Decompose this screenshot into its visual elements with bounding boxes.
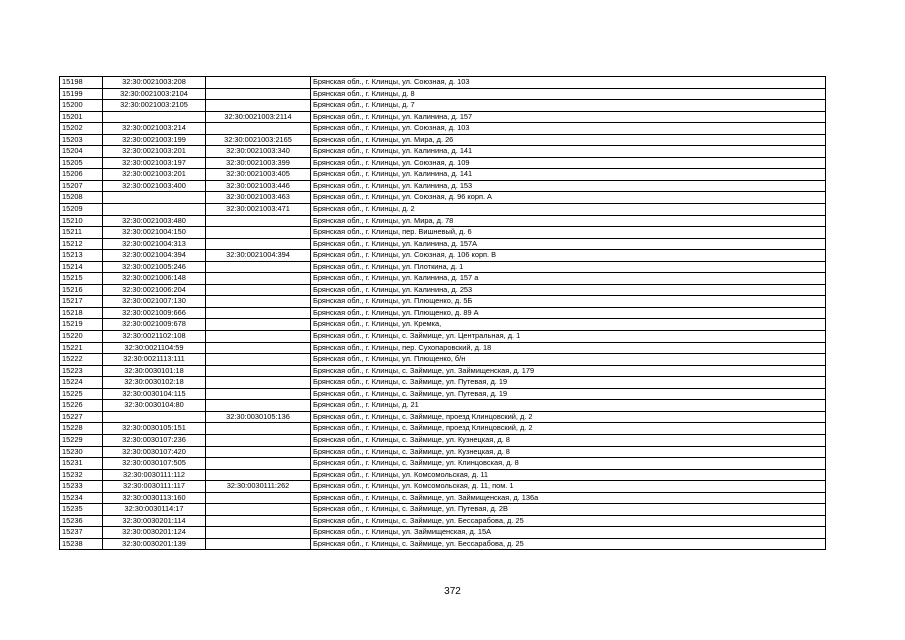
cadastral-number-cell: 32:30:0030201:124 <box>103 527 206 539</box>
cadastral-number-cell: 32:30:0030105:151 <box>103 423 206 435</box>
address-cell: Брянская обл., г. Клинцы, ул. Калинина, д. 157А <box>311 238 826 250</box>
table-row <box>60 123 826 135</box>
cadastral-number-cell: 32:30:0021004:394 <box>103 250 206 262</box>
related-cadastral-number-cell <box>206 400 311 412</box>
cadastral-number-cell: 32:30:0021007:130 <box>103 296 206 308</box>
related-cadastral-number-cell <box>206 365 311 377</box>
address-cell: Брянская обл., г. Клинцы, д. 7 <box>311 100 826 112</box>
table-row <box>60 492 826 504</box>
record-number-cell: 15219 <box>60 319 103 331</box>
address-cell: Брянская обл., г. Клинцы, ул. Комсомольская, д. 11 <box>311 469 826 481</box>
record-number-cell: 15198 <box>60 77 103 89</box>
table-row <box>60 227 826 239</box>
cadastral-number-cell: 32:30:0030102:18 <box>103 377 206 389</box>
address-cell: Брянская обл., г. Клинцы, ул. Союзная, д. 106 корп. В <box>311 250 826 262</box>
table-row <box>60 250 826 262</box>
related-cadastral-number-cell <box>206 446 311 458</box>
table-row <box>60 273 826 285</box>
record-number-cell: 15203 <box>60 134 103 146</box>
related-cadastral-number-cell: 32:30:0021003:2114 <box>206 111 311 123</box>
table-row <box>60 354 826 366</box>
cadastral-number-cell: 32:30:0030201:114 <box>103 515 206 527</box>
cadastral-number-cell: 32:30:0030107:420 <box>103 446 206 458</box>
address-cell: Брянская обл., г. Клинцы, ул. Плющенко, д. 5Б <box>311 296 826 308</box>
table-row <box>60 88 826 100</box>
address-cell: Брянская обл., г. Клинцы, с. Займище, ул. Займищенская, д. 179 <box>311 365 826 377</box>
record-number-cell: 15229 <box>60 434 103 446</box>
related-cadastral-number-cell <box>206 88 311 100</box>
cadastral-number-cell: 32:30:0030104:115 <box>103 388 206 400</box>
table-row <box>60 481 826 493</box>
related-cadastral-number-cell: 32:30:0021003:463 <box>206 192 311 204</box>
cadastral-number-cell: 32:30:0021006:148 <box>103 273 206 285</box>
record-number-cell: 15224 <box>60 377 103 389</box>
related-cadastral-number-cell <box>206 227 311 239</box>
record-number-cell: 15233 <box>60 481 103 493</box>
cadastral-number-cell: 32:30:0021004:313 <box>103 238 206 250</box>
related-cadastral-number-cell: 32:30:0030105:136 <box>206 411 311 423</box>
cadastral-number-cell: 32:30:0030114:17 <box>103 504 206 516</box>
record-number-cell: 15199 <box>60 88 103 100</box>
record-number-cell: 15230 <box>60 446 103 458</box>
table-row <box>60 377 826 389</box>
table-row <box>60 146 826 158</box>
table-row <box>60 538 826 550</box>
table-row <box>60 100 826 112</box>
table-row <box>60 331 826 343</box>
record-number-cell: 15221 <box>60 342 103 354</box>
cadastral-number-cell <box>103 204 206 216</box>
table-row <box>60 204 826 216</box>
record-number-cell: 15209 <box>60 204 103 216</box>
related-cadastral-number-cell <box>206 527 311 539</box>
address-cell: Брянская обл., г. Клинцы, пер. Вишневый, д. 6 <box>311 227 826 239</box>
record-number-cell: 15207 <box>60 180 103 192</box>
table-row <box>60 192 826 204</box>
table-row <box>60 261 826 273</box>
record-number-cell: 15200 <box>60 100 103 112</box>
cadastral-number-cell: 32:30:0030111:117 <box>103 481 206 493</box>
record-number-cell: 15237 <box>60 527 103 539</box>
related-cadastral-number-cell <box>206 296 311 308</box>
table-row <box>60 342 826 354</box>
table-row <box>60 411 826 423</box>
address-cell: Брянская обл., г. Клинцы, д. 2 <box>311 204 826 216</box>
record-number-cell: 15214 <box>60 261 103 273</box>
cadastral-number-cell: 32:30:0021009:678 <box>103 319 206 331</box>
related-cadastral-number-cell <box>206 388 311 400</box>
cadastral-number-cell <box>103 411 206 423</box>
record-number-cell: 15218 <box>60 307 103 319</box>
address-cell: Брянская обл., г. Клинцы, с. Займище, ул. Бессарабова, д. 25 <box>311 515 826 527</box>
cadastral-number-cell: 32:30:0021003:201 <box>103 169 206 181</box>
page-number: 372 <box>444 586 461 597</box>
record-number-cell: 15232 <box>60 469 103 481</box>
related-cadastral-number-cell <box>206 515 311 527</box>
related-cadastral-number-cell <box>206 354 311 366</box>
related-cadastral-number-cell <box>206 377 311 389</box>
table-row <box>60 469 826 481</box>
table-row <box>60 111 826 123</box>
related-cadastral-number-cell <box>206 238 311 250</box>
record-number-cell: 15215 <box>60 273 103 285</box>
related-cadastral-number-cell: 32:30:0021004:394 <box>206 250 311 262</box>
cadastral-number-cell: 32:30:0021003:201 <box>103 146 206 158</box>
record-number-cell: 15223 <box>60 365 103 377</box>
table-row <box>60 238 826 250</box>
record-number-cell: 15201 <box>60 111 103 123</box>
related-cadastral-number-cell <box>206 273 311 285</box>
cadastral-number-cell: 32:30:0030201:139 <box>103 538 206 550</box>
address-cell: Брянская обл., г. Клинцы, с. Займище, ул. Путевая, д. 19 <box>311 388 826 400</box>
address-cell: Брянская обл., г. Клинцы, ул. Калинина, д. 253 <box>311 284 826 296</box>
cadastral-number-cell: 32:30:0021003:400 <box>103 180 206 192</box>
address-cell: Брянская обл., г. Клинцы, ул. Плющенко, б/н <box>311 354 826 366</box>
record-number-cell: 15234 <box>60 492 103 504</box>
cadastral-number-cell: 32:30:0030113:160 <box>103 492 206 504</box>
record-number-cell: 15238 <box>60 538 103 550</box>
cadastral-number-cell: 32:30:0021003:2104 <box>103 88 206 100</box>
table-row <box>60 458 826 470</box>
table-row <box>60 319 826 331</box>
address-cell: Брянская обл., г. Клинцы, ул. Калинина, д. 141 <box>311 169 826 181</box>
table-row <box>60 134 826 146</box>
related-cadastral-number-cell <box>206 423 311 435</box>
record-number-cell: 15231 <box>60 458 103 470</box>
related-cadastral-number-cell <box>206 215 311 227</box>
table-row <box>60 157 826 169</box>
related-cadastral-number-cell: 32:30:0021003:405 <box>206 169 311 181</box>
record-number-cell: 15236 <box>60 515 103 527</box>
table-row <box>60 169 826 181</box>
address-cell: Брянская обл., г. Клинцы, с. Займище, ул. Бессарабова, д. 25 <box>311 538 826 550</box>
table-row <box>60 180 826 192</box>
related-cadastral-number-cell: 32:30:0021003:2165 <box>206 134 311 146</box>
address-cell: Брянская обл., г. Клинцы, д. 8 <box>311 88 826 100</box>
cadastral-number-cell: 32:30:0021104:59 <box>103 342 206 354</box>
cadastral-number-cell: 32:30:0030104:80 <box>103 400 206 412</box>
record-number-cell: 15225 <box>60 388 103 400</box>
cadastral-number-cell: 32:30:0021003:208 <box>103 77 206 89</box>
address-cell: Брянская обл., г. Клинцы, с. Займище, ул. Кузнецкая, д. 8 <box>311 434 826 446</box>
address-cell: Брянская обл., г. Клинцы, ул. Комсомольская, д. 11, пом. 1 <box>311 481 826 493</box>
related-cadastral-number-cell <box>206 434 311 446</box>
record-number-cell: 15220 <box>60 331 103 343</box>
record-number-cell: 15235 <box>60 504 103 516</box>
table-row <box>60 77 826 89</box>
address-cell: Брянская обл., г. Клинцы, с. Займище, ул. Путевая, д. 19 <box>311 377 826 389</box>
record-number-cell: 15228 <box>60 423 103 435</box>
record-number-cell: 15206 <box>60 169 103 181</box>
cadastral-number-cell: 32:30:0021003:480 <box>103 215 206 227</box>
related-cadastral-number-cell: 32:30:0021003:399 <box>206 157 311 169</box>
table-row <box>60 527 826 539</box>
table-row <box>60 284 826 296</box>
related-cadastral-number-cell <box>206 77 311 89</box>
related-cadastral-number-cell: 32:30:0021003:446 <box>206 180 311 192</box>
table-row <box>60 400 826 412</box>
record-number-cell: 15213 <box>60 250 103 262</box>
record-number-cell: 15211 <box>60 227 103 239</box>
address-cell: Брянская обл., г. Клинцы, ул. Мира, д. 26 <box>311 134 826 146</box>
address-cell: Брянская обл., г. Клинцы, с. Займище, ул. Кузнецкая, д. 8 <box>311 446 826 458</box>
address-cell: Брянская обл., г. Клинцы, ул. Плоткина, д. 1 <box>311 261 826 273</box>
address-cell: Брянская обл., г. Клинцы, пер. Сухопаровский, д. 18 <box>311 342 826 354</box>
address-cell: Брянская обл., г. Клинцы, с. Займище, ул. Центральная, д. 1 <box>311 331 826 343</box>
table-row <box>60 365 826 377</box>
table-row <box>60 307 826 319</box>
related-cadastral-number-cell <box>206 504 311 516</box>
cadastral-number-cell: 32:30:0021003:214 <box>103 123 206 135</box>
cadastral-number-cell: 32:30:0021003:2105 <box>103 100 206 112</box>
record-number-cell: 15210 <box>60 215 103 227</box>
address-cell: Брянская обл., г. Клинцы, ул. Плющенко, д. 89 А <box>311 307 826 319</box>
cadastral-number-cell: 32:30:0030107:236 <box>103 434 206 446</box>
cadastral-number-cell <box>103 192 206 204</box>
table-row <box>60 296 826 308</box>
related-cadastral-number-cell <box>206 284 311 296</box>
cadastral-number-cell: 32:30:0030107:505 <box>103 458 206 470</box>
address-cell: Брянская обл., г. Клинцы, с. Займище, ул. Путевая, д. 2В <box>311 504 826 516</box>
cadastral-number-cell: 32:30:0030101:18 <box>103 365 206 377</box>
table-row <box>60 515 826 527</box>
record-number-cell: 15202 <box>60 123 103 135</box>
record-number-cell: 15212 <box>60 238 103 250</box>
cadastral-number-cell: 32:30:0030111:112 <box>103 469 206 481</box>
related-cadastral-number-cell <box>206 469 311 481</box>
table-row <box>60 423 826 435</box>
related-cadastral-number-cell <box>206 307 311 319</box>
record-number-cell: 15205 <box>60 157 103 169</box>
cadastral-number-cell: 32:30:0021009:666 <box>103 307 206 319</box>
address-cell: Брянская обл., г. Клинцы, ул. Калинина, д. 153 <box>311 180 826 192</box>
address-cell: Брянская обл., г. Клинцы, ул. Калинина, д. 157 а <box>311 273 826 285</box>
related-cadastral-number-cell <box>206 342 311 354</box>
cadastral-number-cell: 32:30:0021004:150 <box>103 227 206 239</box>
table-row <box>60 215 826 227</box>
address-cell: Брянская обл., г. Клинцы, с. Займище, ул. Клинцовская, д. 8 <box>311 458 826 470</box>
record-number-cell: 15227 <box>60 411 103 423</box>
address-cell: Брянская обл., г. Клинцы, ул. Кремка, <box>311 319 826 331</box>
records-table-body <box>60 77 826 550</box>
related-cadastral-number-cell <box>206 100 311 112</box>
related-cadastral-number-cell <box>206 261 311 273</box>
related-cadastral-number-cell: 32:30:0030111:262 <box>206 481 311 493</box>
record-number-cell: 15204 <box>60 146 103 158</box>
related-cadastral-number-cell <box>206 538 311 550</box>
related-cadastral-number-cell <box>206 458 311 470</box>
record-number-cell: 15222 <box>60 354 103 366</box>
related-cadastral-number-cell: 32:30:0021003:471 <box>206 204 311 216</box>
related-cadastral-number-cell <box>206 331 311 343</box>
address-cell: Брянская обл., г. Клинцы, ул. Калинина, д. 141 <box>311 146 826 158</box>
related-cadastral-number-cell <box>206 319 311 331</box>
table-row <box>60 434 826 446</box>
record-number-cell: 15226 <box>60 400 103 412</box>
table-row <box>60 446 826 458</box>
records-table <box>59 76 826 550</box>
address-cell: Брянская обл., г. Клинцы, ул. Мира, д. 78 <box>311 215 826 227</box>
cadastral-number-cell: 32:30:0021003:199 <box>103 134 206 146</box>
cadastral-number-cell: 32:30:0021113:111 <box>103 354 206 366</box>
address-cell: Брянская обл., г. Клинцы, ул. Союзная, д. 109 <box>311 157 826 169</box>
address-cell: Брянская обл., г. Клинцы, ул. Калинина, д. 157 <box>311 111 826 123</box>
related-cadastral-number-cell <box>206 123 311 135</box>
cadastral-number-cell <box>103 111 206 123</box>
related-cadastral-number-cell <box>206 492 311 504</box>
record-number-cell: 15217 <box>60 296 103 308</box>
table-row <box>60 388 826 400</box>
address-cell: Брянская обл., г. Клинцы, ул. Союзная, д. 103 <box>311 77 826 89</box>
record-number-cell: 15208 <box>60 192 103 204</box>
address-cell: Брянская обл., г. Клинцы, с. Займище, ул. Займищенская, д. 136а <box>311 492 826 504</box>
address-cell: Брянская обл., г. Клинцы, с. Займище, проезд Клинцовский, д. 2 <box>311 411 826 423</box>
address-cell: Брянская обл., г. Клинцы, ул. Союзная, д. 96 корп. А <box>311 192 826 204</box>
cadastral-number-cell: 32:30:0021005:246 <box>103 261 206 273</box>
related-cadastral-number-cell: 32:30:0021003:340 <box>206 146 311 158</box>
cadastral-number-cell: 32:30:0021003:197 <box>103 157 206 169</box>
address-cell: Брянская обл., г. Клинцы, ул. Союзная, д. 103 <box>311 123 826 135</box>
table-row <box>60 504 826 516</box>
cadastral-number-cell: 32:30:0021102:108 <box>103 331 206 343</box>
address-cell: Брянская обл., г. Клинцы, ул. Займищенская, д. 15А <box>311 527 826 539</box>
address-cell: Брянская обл., г. Клинцы, д. 21 <box>311 400 826 412</box>
address-cell: Брянская обл., г. Клинцы, с. Займище, проезд Клинцовский, д. 2 <box>311 423 826 435</box>
cadastral-number-cell: 32:30:0021006:204 <box>103 284 206 296</box>
record-number-cell: 15216 <box>60 284 103 296</box>
